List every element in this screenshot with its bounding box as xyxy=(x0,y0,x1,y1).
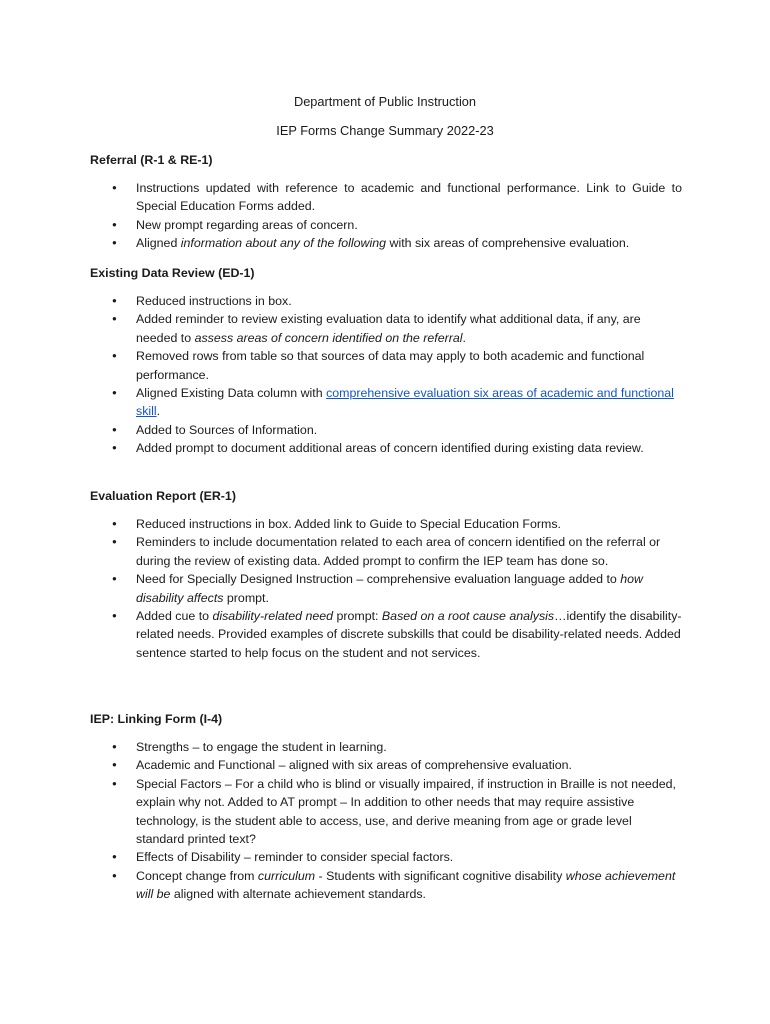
list-item: ● Need for Specially Designed Instruction – comprehensive evaluation language added to how disability affects prompt. xyxy=(90,570,682,607)
list-item: ● Reduced instructions in box. xyxy=(90,292,682,310)
list-item: ● Reminders to include documentation related to each area of concern identified on the referral or during the review of existing data. Added prompt to confirm the IEP team has done so. xyxy=(90,533,682,570)
section-title-linking-form: IEP: Linking Form (I-4) xyxy=(90,712,223,726)
list-item: ● Effects of Disability – reminder to consider special factors. xyxy=(90,848,682,866)
list-item: ● Academic and Functional – aligned with six areas of comprehensive evaluation. xyxy=(90,756,682,774)
list-item: ● Aligned Existing Data column with comprehensive evaluation six areas of academic and functional skill. xyxy=(90,384,682,421)
list-item: ● Strengths – to engage the student in learning. xyxy=(90,738,682,756)
list-item: ● Concept change from curriculum - Students with significant cognitive disability whose achievement will be aligned with alternate achievement standards. xyxy=(90,867,682,904)
list-item: ● Special Factors – For a child who is blind or visually impaired, if instruction in Braille is not needed, explain why not. Added to AT prompt – In addition to other needs that may require assistive technology, is the student able to access, use, and derive meaning from age or grade level standard printed text? xyxy=(90,775,682,849)
list-item: ● Aligned information about any of the following with six areas of comprehensive evaluation. xyxy=(90,234,682,252)
department-heading: Department of Public Instruction xyxy=(293,94,477,109)
list-item: ● Added to Sources of Information. xyxy=(90,421,682,439)
existing-data-list xyxy=(90,292,682,458)
section-title-referral: Referral (R-1 & RE-1) xyxy=(90,153,213,167)
comprehensive-evaluation-link[interactable]: comprehensive evaluation six areas of academic and functional skill xyxy=(136,386,674,419)
list-item: ● Removed rows from table so that sources of data may apply to both academic and functional performance. xyxy=(90,347,682,384)
referral-list xyxy=(90,179,682,253)
evaluation-report-list xyxy=(90,515,682,662)
section-title-evaluation-report: Evaluation Report (ER-1) xyxy=(90,489,236,503)
list-item: ● New prompt regarding areas of concern. xyxy=(90,216,682,234)
list-item: ● Instructions updated with reference to academic and functional performance. Link to Guide to Special Education Forms added. xyxy=(90,179,682,216)
linking-form-list xyxy=(90,738,682,904)
list-item: ● Reduced instructions in box. Added link to Guide to Special Education Forms. xyxy=(90,515,682,533)
section-title-existing-data: Existing Data Review (ED-1) xyxy=(90,266,255,280)
list-item: ● Added prompt to document additional areas of concern identified during existing data review. xyxy=(90,439,682,457)
document-title: IEP Forms Change Summary 2022-23 xyxy=(276,123,494,138)
list-item: ● Added cue to disability-related need prompt: Based on a root cause analysis…identify the disability-related needs. Provided examples of discrete subskills that could be disability-related needs. Added sentence started to help focus on the student and not services. xyxy=(90,607,682,662)
list-item: ● Added reminder to review existing evaluation data to identify what additional data, if any, are needed to assess areas of concern identified on the referral. xyxy=(90,310,682,347)
